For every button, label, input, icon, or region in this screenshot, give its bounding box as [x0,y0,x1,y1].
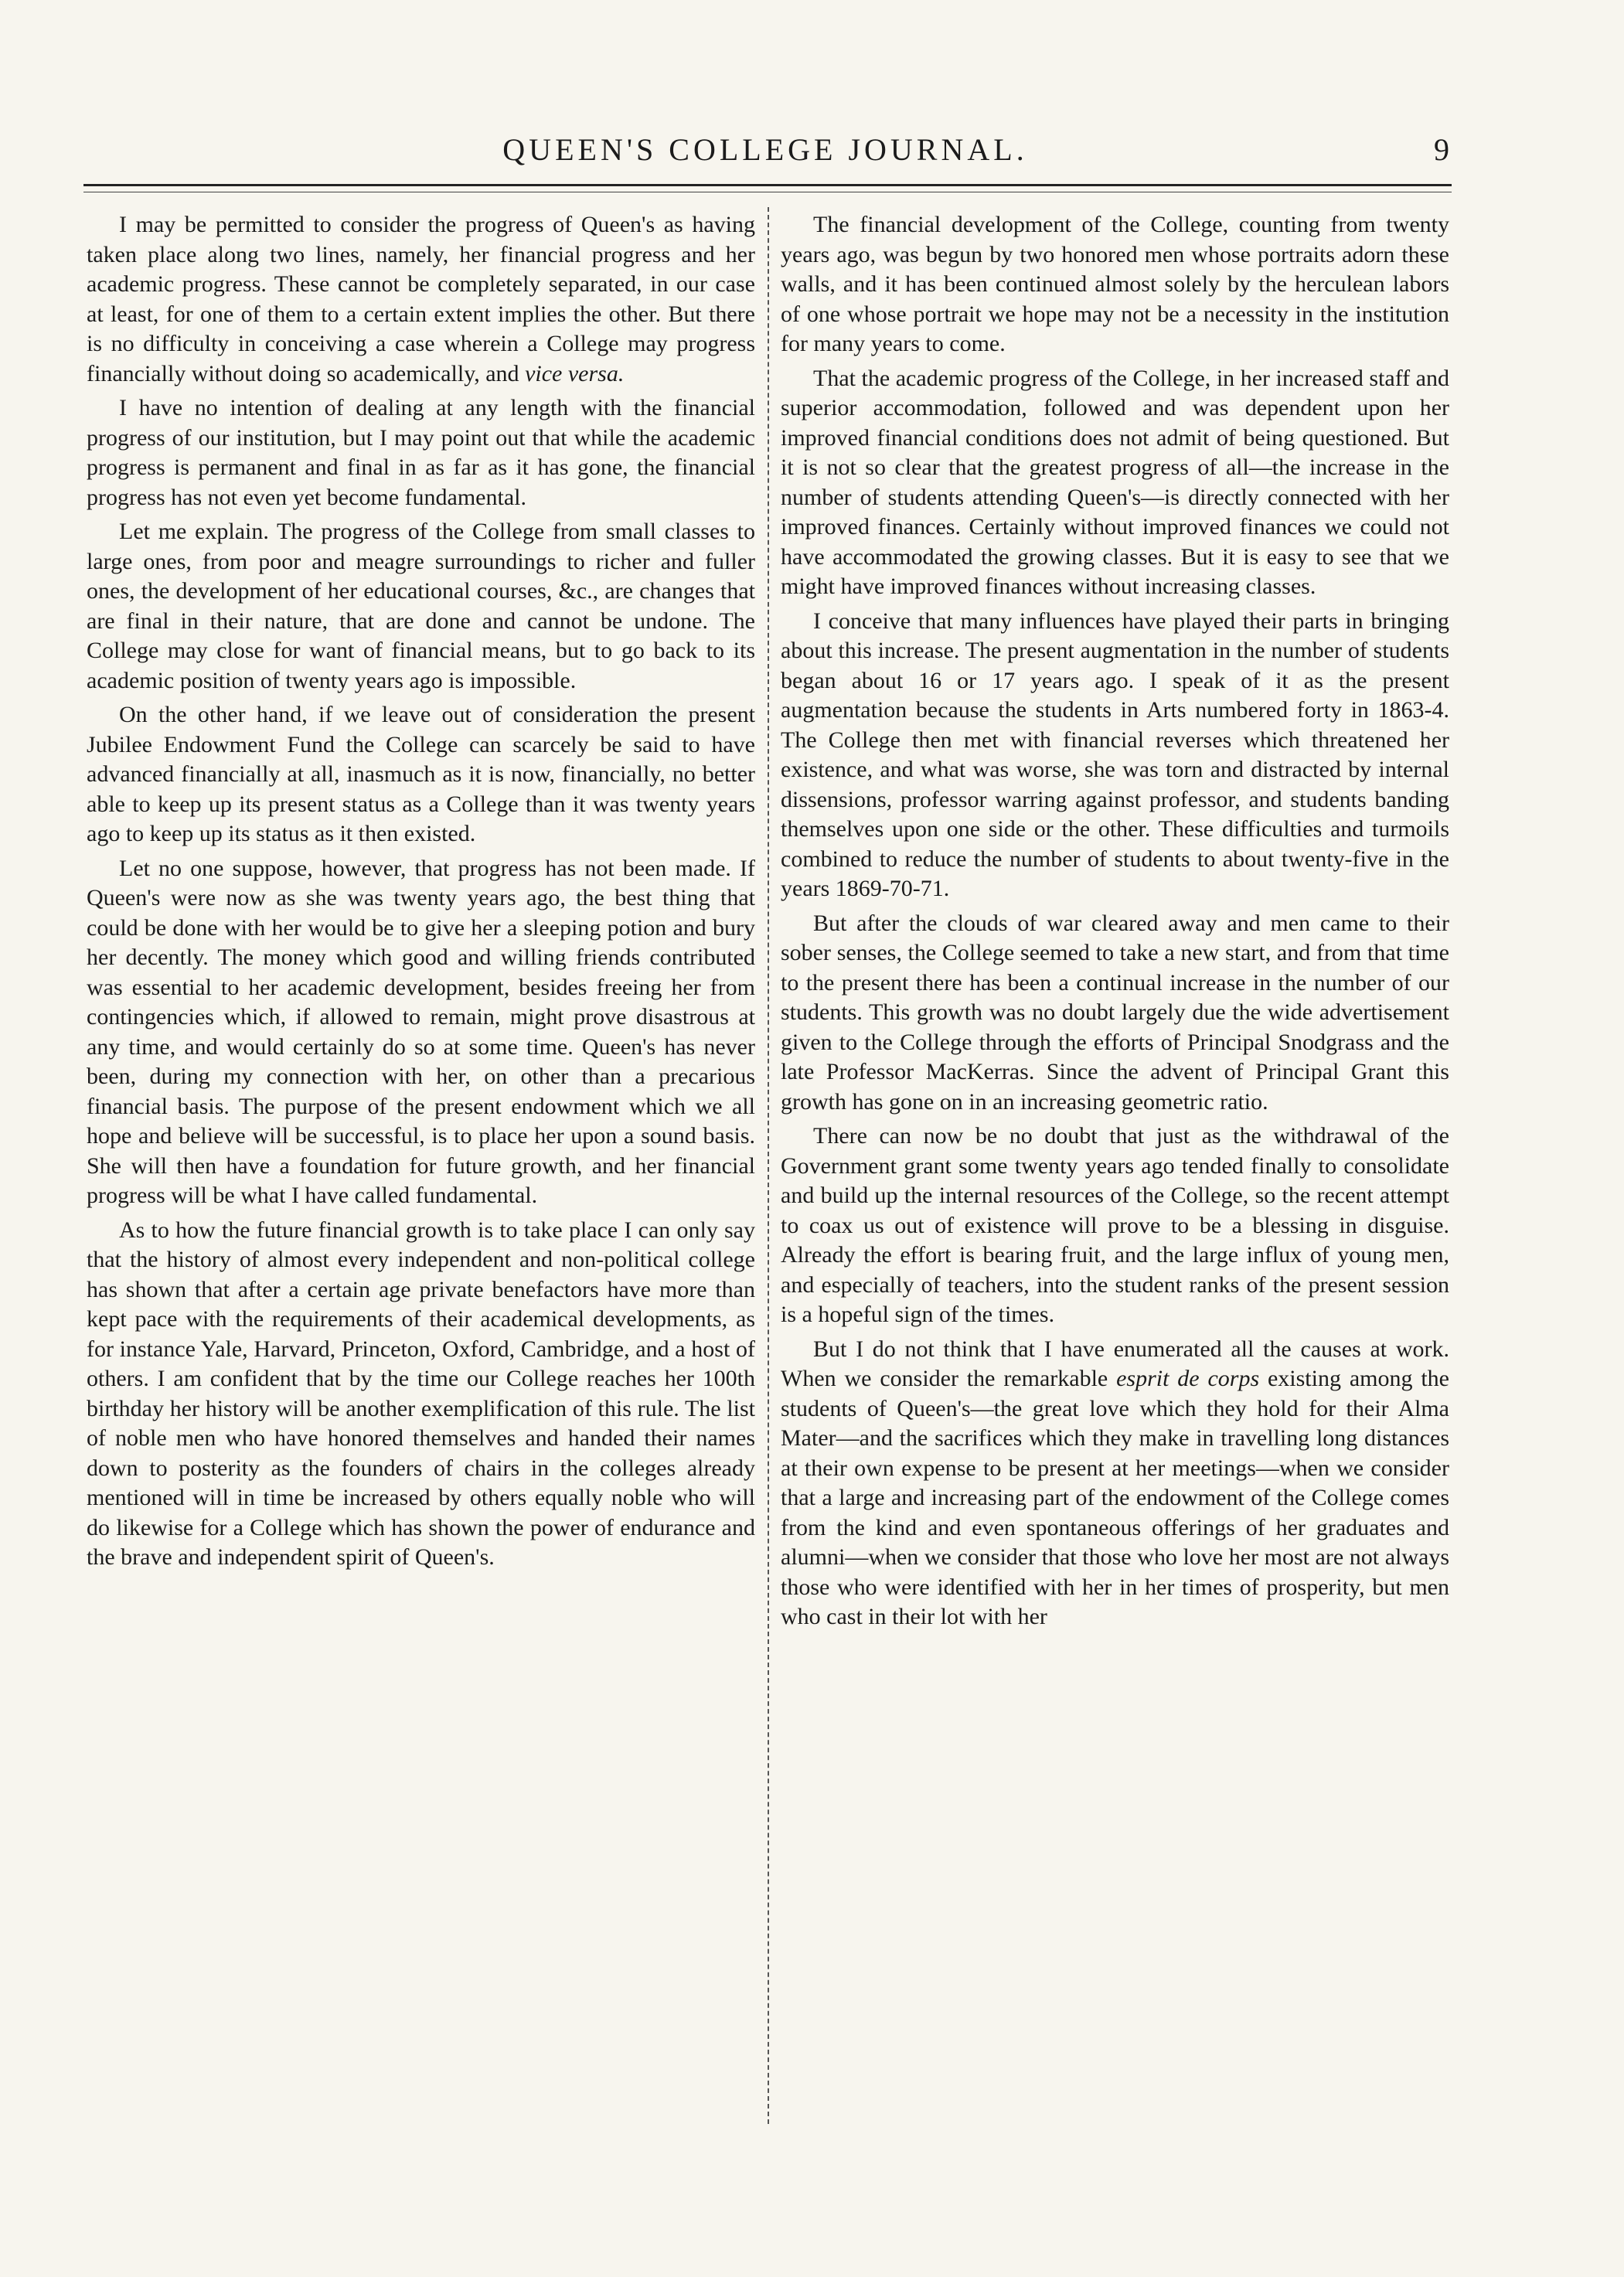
paragraph: On the other hand, if we leave out of consideration the present Jubilee Endowment Fund the College can scarcely be said to have advanced financially at all, inasmuch as it is now, financially, no better able to keep up its present status as a College than it was twenty years ago to keep up its status as it then existed. [87,702,755,846]
paragraph: But I do not think that I have enumerated all the causes at work. When we consider the remarkable esprit de corps existing among the students of Queen's—the great love which they hold for their Alma Mater—and the sacrifices which they make in travelling long distances at their own expense to be present at her meetings—when we consider that a large and increasing part of the endowment of the College comes from the kind and even spontaneous offerings of her graduates and alumni—when we consider that those who love her most are not always those who were identified with her in her times of prosperity, but men who cast in their lot with her [781,1336,1449,1629]
header-rule-thick [83,184,1452,186]
page-header [81,131,1449,178]
journal-title: QUEEN'S COLLEGE JOURNAL. [502,132,1028,167]
right-column [781,210,1449,1637]
paragraph: As to how the future financial growth is to take place I can only say that the history of almost every independent and non-political college has shown that after a certain age private benefactors have more than kept pace with the requirements of their academical developments, as for instance Yale, Harvard, Princeton, Oxford, Cambridge, and a host of others. I am confident that by the time our College reaches her 100th birthday her history will be another exemplification of this rule. The list of noble men who have honored themselves and handed their names down to posterity as the founders of chairs in the colleges already mentioned will in time be increased by others equally noble who will do likewise for a College which has shown the power of endurance and the brave and independent spirit of Queen's. [87,1217,755,1570]
paragraph: I have no intention of dealing at any length with the financial progress of our institution, but I may point out that while the academic progress is permanent and final in as far as it has gone, the financial progress has not even yet become fundamental. [87,395,755,510]
paragraph: Let no one suppose, however, that progress has not been made. If Queen's were now as she was twenty years ago, the best thing that could be done with her would be to give her a sleeping potion and bury her decently. The money which good and willing friends contributed was essential to her academic development, besides freeing her from contingencies which, if allowed to remain, might prove disastrous at any time, and would certainly do so at some time. Queen's has never been, during my connection with her, on other than a precarious financial basis. The purpose of the present endowment which we all hope and believe will be successful, is to place her upon a sound basis. She will then have a foundation for future growth, and her financial progress will be what I have called fundamental. [87,855,755,1208]
left-column [87,210,755,1578]
paragraph: Let me explain. The progress of the College from small classes to large ones, from poor and meagre surroundings to richer and fuller ones, the development of her educational courses, &c., are changes that are final in their nature, that are done and cannot be undone. The College may close for want of financial means, but to go back to its academic position of twenty years ago is impossible. [87,519,755,693]
paragraph: The financial development of the College, counting from twenty years ago, was begun by two honored men whose portraits adorn these walls, and it has been continued almost solely by the herculean labors of one whose portrait we hope may not be a necessity in the institution for many years to come. [781,212,1449,356]
paragraph: There can now be no doubt that just as the withdrawal of the Government grant some twenty years ago tended finally to consolidate and build up the internal resources of the College, so the recent attempt to coax us out of existence will prove to be a blessing in disguise. Already the effort is bearing fruit, and the large influx of young men, and especially of teachers, into the student ranks of the present session is a hopeful sign of the times. [781,1123,1449,1327]
column-divider [768,207,769,2124]
paragraph: But after the clouds of war cleared away and men came to their sober senses, the College seemed to take a new start, and from that time to the present there has been a continual increase in the number of our students. This growth was no doubt largely due the wide advertisement given to the College through the efforts of Principal Snodgrass and the late Professor MacKerras. Since the advent of Principal Grant this growth has gone on in an increasing geometric ratio. [781,910,1449,1115]
paragraph: That the academic progress of the College, in her increased staff and superior accommodation, followed and was dependent upon her improved financial conditions does not admit of being questioned. But it is not so clear that the greatest progress of all—the increase in the number of students attending Queen's—is directly connected with her improved finances. Certainly without improved finances we could not have accommodated the growing classes. But it is easy to see that we might have improved finances without increasing classes. [781,365,1449,599]
paragraph: I conceive that many influences have played their parts in bringing about this increase. The present augmentation in the number of students began about 16 or 17 years ago. I speak of it as the present augmentation because the students in Arts numbered forty in 1863-4. The College then met with financial reverses which threatened her existence, and what was worse, she was torn and distracted by internal dissensions, professor warring against professor, and students banding themselves upon one side or the other. These difficulties and turmoils combined to reduce the number of students to about twenty-five in the years 1869-70-71. [781,608,1449,901]
italic-phrase: esprit de corps [1116,1366,1260,1391]
italic-phrase: vice versa. [525,360,625,386]
page-number: 9 [1434,132,1449,167]
paragraph: I may be permitted to consider the progress of Queen's as having taken place along two lines, namely, her financial progress and her academic progress. These cannot be completely separated, in our case at least, for one of them to a certain extent implies the other. But there is no difficulty in conceiving a case wherein a College may progress financially without doing so academically, and vice versa. [87,212,755,386]
